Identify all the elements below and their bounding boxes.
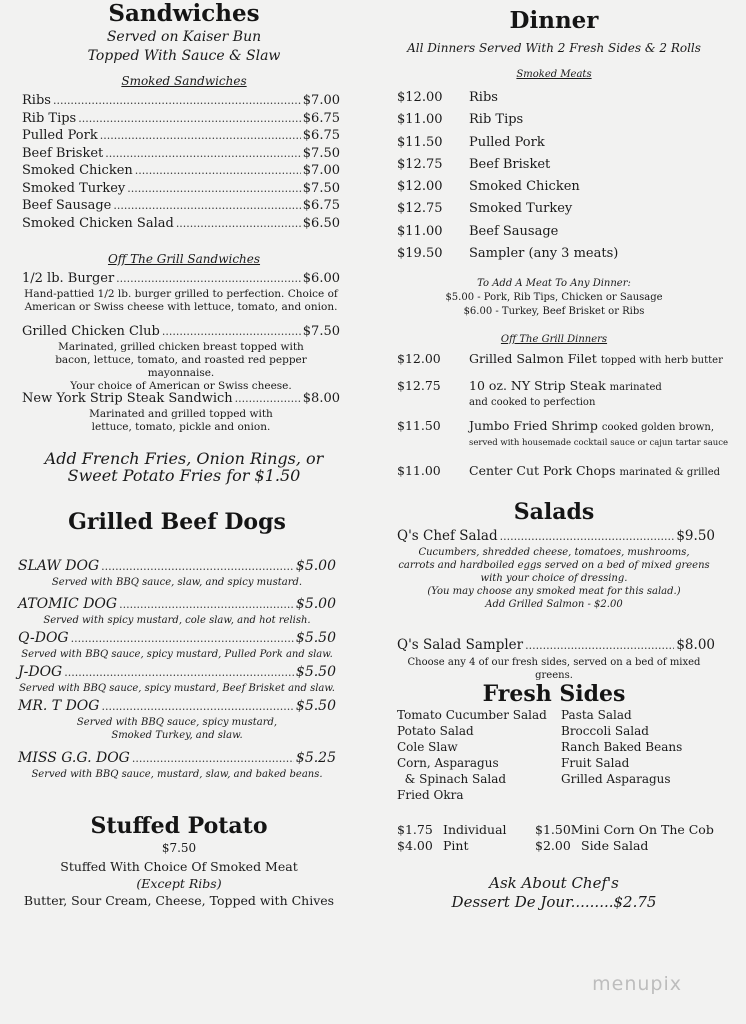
item-name: Beef Sausage (22, 198, 112, 213)
sandwiches-title: Sandwiches (108, 0, 260, 27)
item-note: cooked golden brown, (601, 422, 715, 433)
sandwiches-subtitle-1: Served on Kaiser Bun (106, 29, 262, 45)
fries-addon (14, 450, 354, 484)
item-name: Q's Chef Salad (397, 528, 498, 544)
item-name: MR. T DOG (18, 698, 100, 714)
item-price: $7.50 (302, 180, 340, 196)
item-name: SLAW DOG (18, 558, 100, 574)
item-description: Served with BBQ sauce, spicy mustard, Beef Brisket and slaw. (19, 682, 335, 694)
item-price: $19.50 (397, 246, 443, 262)
item-price: $7.00 (302, 93, 340, 108)
item-description: American or Swiss cheese with lettuce, tomato, and onion. (24, 300, 338, 313)
item-note-2: and cooked to perfection (469, 397, 596, 408)
item-name: 10 oz. NY Strip Steak (469, 378, 606, 393)
size-label: Pint (443, 837, 469, 853)
item-price: $7.50 (302, 324, 340, 339)
item-name: New York Strip Steak Sandwich (22, 391, 233, 406)
size-price: $4.00 (397, 837, 433, 853)
menu-item (22, 127, 340, 145)
grill-dinner-4 (397, 463, 721, 478)
side-item: Fried Okra (397, 788, 464, 802)
item-name: Grilled Salmon Filet (469, 351, 597, 366)
add-meat-heading: To Add A Meat To Any Dinner: (477, 278, 631, 289)
add-meat-line-1: $5.00 - Pork, Rib Tips, Chicken or Sausage (445, 292, 663, 303)
side-sizes (397, 822, 717, 853)
item-price: $12.00 (397, 351, 441, 366)
item-price: $12.75 (397, 156, 443, 172)
item-price: $8.00 (302, 391, 340, 406)
side-item: Potato Salad (397, 724, 474, 738)
dinner-item (397, 109, 715, 131)
dinner-item (397, 154, 715, 176)
item-description: Your choice of American or Swiss cheese. (70, 379, 292, 392)
item-name: Grilled Chicken Club (22, 324, 160, 339)
dinner-item (397, 243, 715, 265)
stuffed-potato-title: Stuffed Potato (90, 813, 268, 839)
item-description: Served with BBQ sauce, slaw, and spicy mustard. (51, 576, 303, 588)
item-price: $11.00 (397, 112, 443, 128)
item-name: Ribs (469, 90, 498, 105)
dog-item-5 (18, 698, 336, 742)
item-name: Smoked Chicken (22, 163, 133, 178)
item-price: $5.00 (295, 596, 336, 612)
item-price: $5.00 (295, 558, 336, 574)
item-name: Smoked Chicken (469, 179, 580, 195)
potato-line-3: Butter, Sour Cream, Cheese, Topped with Chives (23, 893, 335, 908)
item-price: $7.50 (302, 145, 340, 161)
dinner-subtitle: All Dinners Served With 2 Fresh Sides & 2 Rolls (407, 41, 701, 55)
item-name: Smoked Turkey (22, 180, 126, 196)
dog-item-2 (18, 596, 336, 627)
item-description: Served with spicy mustard, cole slaw, and hot relish. (43, 614, 311, 626)
item-name: Pulled Pork (22, 128, 98, 143)
dog-item-4 (18, 664, 336, 695)
menu-item (22, 162, 340, 180)
dinner-item (397, 87, 715, 109)
sampler-desc: Choose any 4 of our fresh sides, served on a bed of mixed greens. (407, 657, 701, 681)
item-price: $11.00 (397, 223, 443, 239)
item-price: $5.50 (295, 664, 336, 680)
dogs-title: Grilled Beef Dogs (68, 509, 286, 535)
item-name: Smoked Turkey (469, 201, 573, 217)
item-name: Jumbo Fried Shrimp (469, 418, 598, 433)
dinner-item (397, 132, 715, 154)
salads-title: Salads (513, 499, 595, 525)
item-note: marinated (609, 382, 662, 393)
sandwiches-subtitle-2: Topped With Sauce & Slaw (87, 48, 281, 64)
menu-item (22, 215, 340, 233)
side-item: Fruit Salad (561, 756, 630, 770)
sides-col-left (397, 707, 551, 803)
grill-sandwiches-heading: Off The Grill Sandwiches (107, 252, 261, 266)
item-price: $6.75 (302, 110, 340, 126)
chef-salad (397, 528, 715, 546)
item-name: Rib Tips (22, 110, 77, 126)
item-name: Pulled Pork (469, 134, 545, 150)
item-description: bacon, lettuce, tomato, and roasted red pepper mayonnaise. (55, 353, 307, 379)
item-description: Marinated and grilled topped with (89, 407, 273, 420)
sides-col-right (551, 707, 715, 803)
item-price: $5.50 (295, 698, 336, 714)
dessert-info (393, 874, 715, 912)
side-item: Pasta Salad (561, 708, 632, 722)
grill-dinner-1 (397, 351, 723, 366)
side-item: Ranch Baked Beans (561, 740, 683, 754)
grill-sandwich-3 (22, 390, 340, 434)
grill-sandwich-2 (22, 323, 340, 393)
potato-line-2: (Except Ribs) (136, 876, 222, 891)
item-note: topped with herb butter (600, 355, 723, 366)
item-name: Beef Brisket (469, 156, 551, 172)
item-price: $6.75 (302, 128, 340, 143)
item-price: $11.50 (397, 418, 441, 433)
item-note: marinated & grilled (619, 467, 721, 478)
side-item: Grilled Asparagus (561, 772, 671, 786)
item-description: Add Grilled Salmon - $2.00 (485, 599, 623, 610)
item-name: Q's Salad Sampler (397, 637, 524, 653)
item-price: $12.75 (397, 378, 441, 393)
side-item: Broccoli Salad (561, 724, 649, 738)
item-price: $7.00 (302, 163, 340, 178)
size-label: Mini Corn On The Cob (570, 822, 714, 837)
item-description: Served with BBQ sauce, spicy mustard, Pulled Pork and slaw. (21, 648, 333, 660)
dinner-item (397, 198, 715, 220)
item-name: Beef Brisket (22, 145, 104, 161)
item-name: Q-DOG (18, 630, 69, 646)
smoked-sandwich-list (22, 92, 340, 232)
item-description: Smoked Turkey, and slaw. (111, 729, 243, 741)
stuffed-potato-price: $7.50 (161, 841, 197, 855)
sides-list (397, 707, 715, 803)
item-price: $6.75 (302, 198, 340, 213)
stuffed-potato-desc (14, 858, 344, 909)
addon-line-1: Add French Fries, Onion Rings, or (44, 449, 324, 468)
addon-line-2: Sweet Potato Fries for $1.50 (67, 466, 301, 485)
menupix-watermark: menupix (592, 973, 682, 995)
item-name: Ribs (22, 93, 51, 108)
grill-dinner-3 (397, 418, 729, 448)
menu-item (22, 145, 340, 163)
dog-item-3 (18, 630, 336, 661)
menu-item (22, 197, 340, 215)
item-name: J-DOG (18, 664, 63, 680)
item-price: $12.75 (397, 201, 443, 217)
item-name: Beef Sausage (469, 223, 559, 239)
item-description: Served with BBQ sauce, mustard, slaw, and baked beans. (31, 768, 323, 780)
dinner-title: Dinner (509, 7, 599, 34)
salad-sampler (397, 637, 715, 655)
size-label: Individual (443, 822, 507, 837)
size-row (397, 822, 717, 838)
menu-item (22, 110, 340, 128)
size-price: $1.75 (397, 822, 433, 837)
side-item: Tomato Cucumber Salad (397, 708, 547, 722)
item-description: with your choice of dressing. (480, 573, 628, 584)
item-price: $5.25 (295, 750, 336, 766)
item-description: lettuce, tomato, pickle and onion. (91, 420, 271, 433)
item-name: 1/2 lb. Burger (22, 271, 115, 286)
add-meat-line-2: $6.00 - Turkey, Beef Brisket or Ribs (463, 306, 645, 317)
item-name: MISS G.G. DOG (18, 750, 130, 766)
item-name: Sampler (any 3 meats) (469, 246, 619, 262)
item-price: $5.50 (295, 630, 336, 646)
chef-salad-desc (393, 546, 715, 611)
menu-item (22, 180, 340, 198)
side-item: Cole Slaw (397, 740, 458, 754)
item-name: Rib Tips (469, 112, 524, 128)
item-description: Hand-pattied 1/2 lb. burger grilled to perfection. Choice of (24, 287, 338, 300)
item-price: $12.00 (397, 90, 443, 105)
add-meat-info (393, 277, 715, 319)
dinner-smoked-list (397, 87, 715, 265)
grill-dinners-heading: Off The Grill Dinners (500, 334, 608, 345)
dessert-line-2: Dessert De Jour.........$2.75 (451, 893, 657, 911)
dinner-item (397, 176, 715, 198)
smoked-meats-heading: Smoked Meats (516, 69, 592, 80)
item-description: Marinated, grilled chicken breast topped with (58, 340, 304, 353)
dessert-line-1: Ask About Chef's (489, 874, 619, 892)
item-description: Served with BBQ sauce, spicy mustard, (76, 716, 278, 728)
size-label: Side Salad (581, 837, 649, 853)
item-price: $6.00 (302, 271, 340, 286)
item-price: $8.00 (676, 637, 715, 653)
dog-item-6 (18, 750, 336, 781)
item-description: Cucumbers, shredded cheese, tomatoes, mushrooms, (418, 547, 690, 558)
grill-dinner-2 (397, 378, 715, 408)
item-name: Smoked Chicken Salad (22, 215, 174, 231)
grill-sandwich-1 (22, 270, 340, 314)
potato-line-1: Stuffed With Choice Of Smoked Meat (60, 859, 298, 874)
item-name: Center Cut Pork Chops (469, 463, 616, 478)
item-description: carrots and hardboiled eggs served on a bed of mixed greens (398, 560, 710, 571)
item-price: $11.00 (397, 463, 441, 478)
item-price: $11.50 (397, 134, 443, 150)
size-price: $2.00 (535, 837, 571, 853)
side-item: Corn, Asparagus (397, 756, 499, 770)
item-price: $9.50 (676, 528, 715, 544)
menu-item (22, 92, 340, 110)
item-name: ATOMIC DOG (18, 596, 118, 612)
smoked-sandwiches-heading: Smoked Sandwiches (121, 74, 247, 88)
item-price: $6.50 (302, 215, 340, 231)
size-price: $1.50 (535, 822, 571, 837)
dog-item-1 (18, 558, 336, 589)
item-note-2: served with housemade cocktail sauce or cajun tartar sauce (469, 438, 729, 448)
item-price: $12.00 (397, 179, 443, 195)
side-item: & Spinach Salad (397, 772, 507, 786)
item-description: (You may choose any smoked meat for this salad.) (427, 586, 681, 597)
fresh-sides-title: Fresh Sides (482, 681, 626, 707)
dinner-item (397, 221, 715, 243)
size-row (397, 838, 717, 854)
